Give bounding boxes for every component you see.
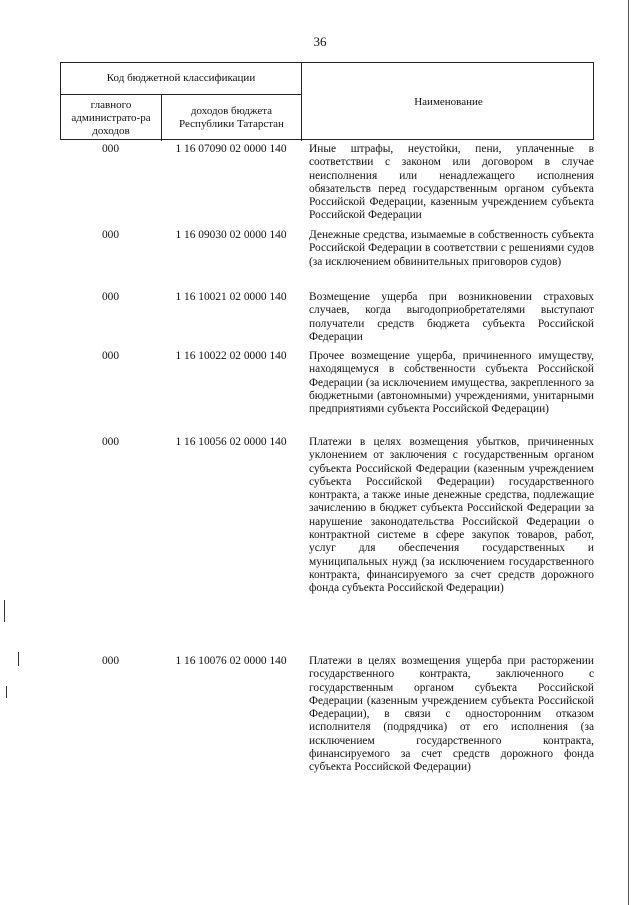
admin-code: 000: [101, 350, 120, 362]
header-code-group: Код бюджетной классификации: [61, 63, 302, 95]
row-description: Прочее возмещение ущерба, причиненного имуществу, находящемуся в собственности субъекта Российской Федерации (за исключением имущества, закрепленного за бюджетными (автономными) учреждениями, унитарными предприятиями субъекта Российской Федерации): [309, 350, 594, 416]
budget-code: 1 16 07090 02 0000 140: [175, 143, 287, 155]
scan-mark: [18, 652, 19, 666]
row-description: Платежи в целях возмещения ущерба при расторжении государственного контракта, заключенного с государственным органом субъекта Российской Федерации (казенным учреждением субъекта Российской Федерации), в связи с односторонним отказом исполнителя (подрядчика) от его исполнения (за исключением государственного контракта, финансируемого за счет средств дорожного фонда субъекта Российской Федерации): [309, 655, 594, 774]
budget-code: 1 16 10021 02 0000 140: [175, 291, 287, 303]
admin-code: 000: [101, 291, 120, 303]
admin-code: 000: [101, 436, 120, 448]
admin-code: 000: [101, 143, 120, 155]
budget-code: 1 16 10056 02 0000 140: [175, 436, 287, 448]
scan-mark: [6, 686, 7, 698]
header-name-column: Наименование: [414, 95, 483, 108]
header-income-column: доходов бюджета Республики Татарстан: [162, 95, 302, 141]
row-description: Денежные средства, изымаемые в собственность субъекта Российской Федерации в соответствии с решениями судов (за исключением обвинительных приговоров судов): [309, 229, 594, 268]
scan-mark: [4, 600, 5, 622]
row-description: Возмещение ущерба при возникновении страховых случаев, когда выгодоприобретателями выступают получатели средств бюджета субъекта Российской Федерации: [309, 291, 594, 343]
page-number: 36: [313, 34, 327, 49]
page-edge-line: [628, 0, 629, 905]
admin-code: 000: [101, 229, 120, 241]
row-description: Платежи в целях возмещения убытков, причиненных уклонением от заключения с государственным органом субъекта Российской Федерации (казенным учреждением субъекта Российской Федерации) государственного контракта, а также иные денежные средства, подлежащие зачислению в бюджет субъекта Российской Федерации за нарушение законодательства Российской Федерации о контрактной системе в сфере закупок товаров, работ, услуг для обеспечения государственных и муниципальных нужд (за исключением государственного контракта, финансируемого за счет средств дорожного фонда субъекта Российской Федерации): [309, 436, 594, 595]
header-admin-column: главного администрато-ра доходов: [61, 95, 162, 141]
budget-code: 1 16 10076 02 0000 140: [175, 655, 287, 667]
admin-code: 000: [101, 655, 120, 667]
budget-code: 1 16 09030 02 0000 140: [175, 229, 287, 241]
table-header: [60, 62, 594, 140]
budget-code: 1 16 10022 02 0000 140: [175, 350, 287, 362]
row-description: Иные штрафы, неустойки, пени, уплаченные в соответствии с законом или договором в случае неисполнения или ненадлежащего исполнения обязательств перед государственным органом субъекта Российской Федерации, казенным учреждением субъекта Российской Федерации: [309, 143, 594, 222]
